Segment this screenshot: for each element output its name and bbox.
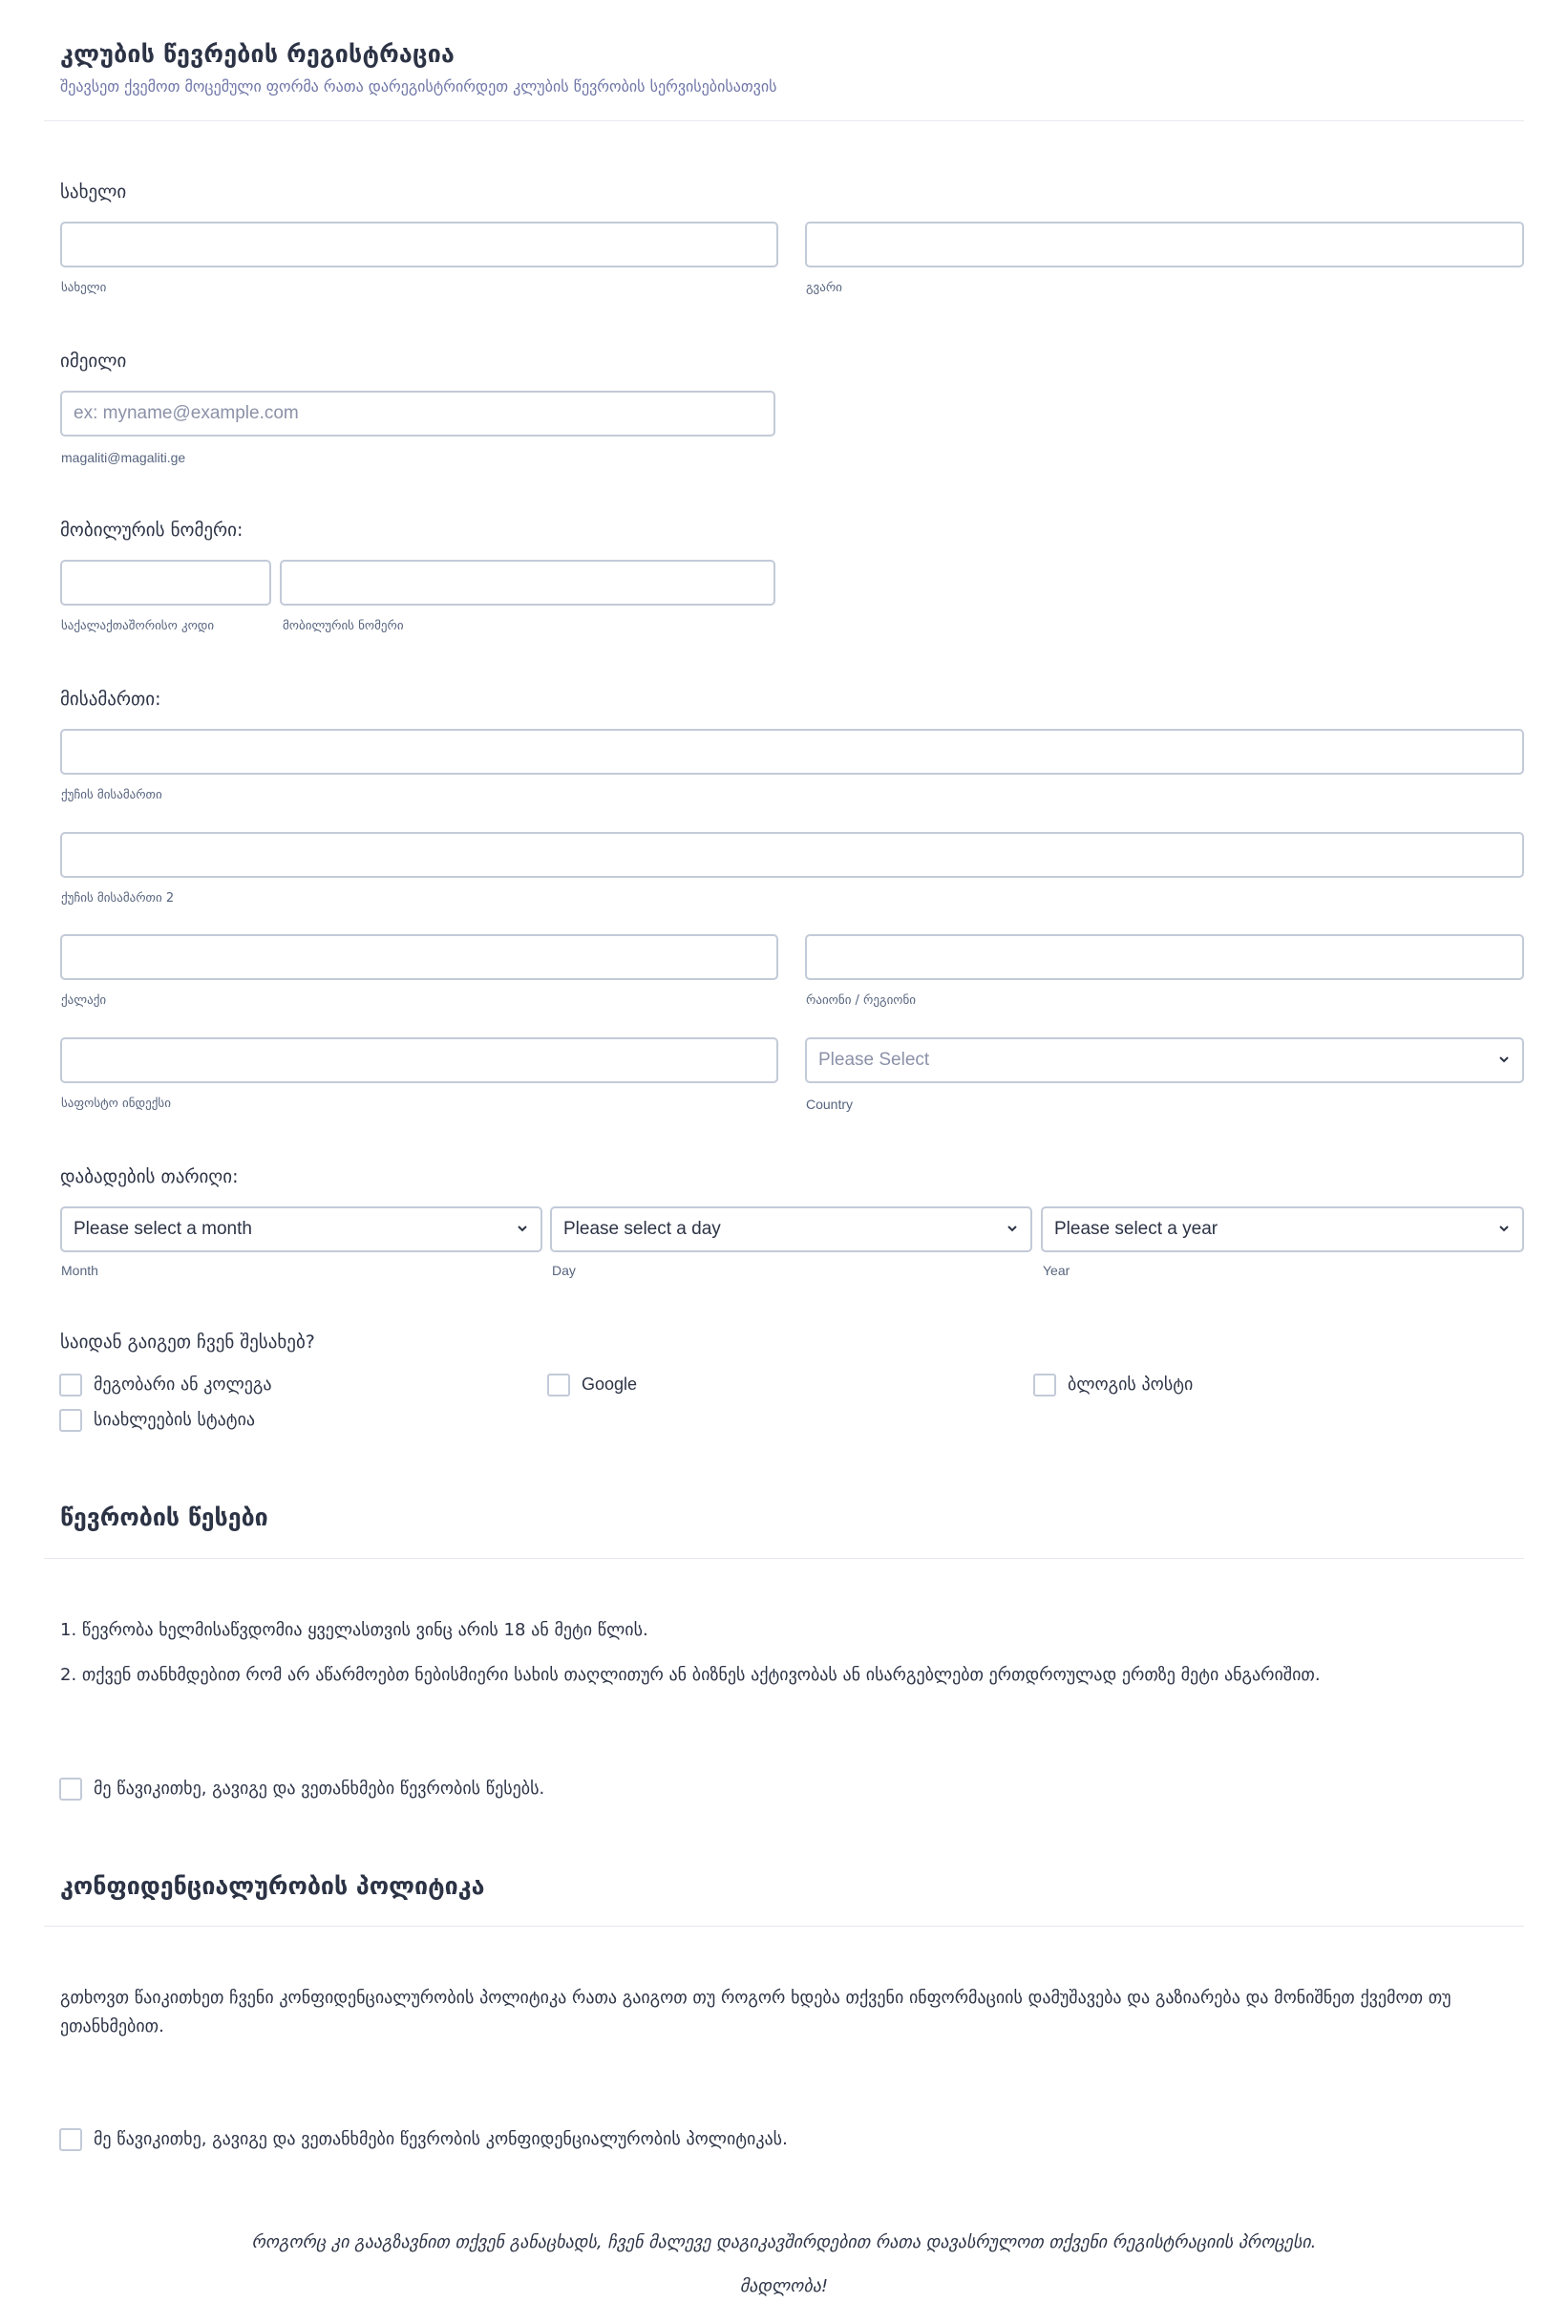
- last-name-input[interactable]: [805, 222, 1524, 267]
- referral-option-friend[interactable]: მეგობარი ან კოლეგა: [94, 1375, 272, 1395]
- area-code-sublabel: საქალაქთაშორისო კოდი: [61, 619, 215, 633]
- chevron-down-icon: [516, 1222, 529, 1235]
- email-input[interactable]: [60, 391, 775, 437]
- month-sublabel: Month: [61, 1263, 98, 1278]
- rules-divider: [44, 1558, 1524, 1559]
- rules-agree-checkbox[interactable]: [59, 1778, 82, 1801]
- form-subtitle: შეავსეთ ქვემოთ მოცემული ფორმა რათა დარეგისტრირდეთ კლუბის წევრობის სერვისებისათვის: [60, 77, 777, 96]
- street-address-input[interactable]: [60, 729, 1524, 775]
- privacy-title: კონფიდენციალურობის პოლიტიკა: [60, 1872, 485, 1900]
- day-select[interactable]: [550, 1206, 1032, 1252]
- rules-title: წევრობის წესები: [60, 1503, 268, 1531]
- privacy-divider: [44, 1926, 1524, 1927]
- city-sublabel: ქალაქი: [61, 993, 107, 1008]
- day-value: Please select a day: [563, 1219, 721, 1239]
- phone-label: მობილურის ნომერი:: [60, 520, 244, 541]
- phone-number-sublabel: მობილურის ნომერი: [283, 619, 404, 633]
- rules-agree-label[interactable]: მე წავიკითხე, გავიგე და ვეთანხმები წევრობის წესებს.: [94, 1779, 545, 1799]
- month-select[interactable]: [60, 1206, 542, 1252]
- street-address-2-sublabel: ქუჩის მისამართი 2: [61, 891, 175, 906]
- chevron-down-icon: [1497, 1222, 1511, 1235]
- email-sublabel: magaliti@magaliti.ge: [61, 450, 186, 465]
- birthdate-label: დაბადების თარიღი:: [60, 1166, 239, 1187]
- rules-line-1: 1. წევრობა ხელმისაწვდომია ყველასთვის ვინც არის 18 ან მეტი წლის.: [60, 1620, 648, 1640]
- referral-checkbox-blog[interactable]: [1033, 1374, 1056, 1397]
- last-name-sublabel: გვარი: [806, 281, 842, 295]
- country-select[interactable]: [805, 1037, 1524, 1083]
- first-name-input[interactable]: [60, 222, 778, 267]
- phone-number-input[interactable]: [280, 560, 775, 606]
- name-label: სახელი: [60, 181, 127, 203]
- postal-code-input[interactable]: [60, 1037, 778, 1083]
- first-name-sublabel: სახელი: [61, 281, 107, 295]
- privacy-text: გთხოვთ წაიკითხეთ ჩვენი კონფიდენციალურობის პოლიტიკა რათა გაიგოთ თუ როგორ ხდება თქვენი ინფორმაციის დამუშავება და გაზიარება და მონიშნეთ ქვემოთ თუ ეთანხმებით.: [60, 1988, 1451, 2036]
- email-label: იმეილი: [60, 351, 127, 372]
- year-value: Please select a year: [1054, 1219, 1218, 1239]
- city-input[interactable]: [60, 934, 778, 980]
- year-select[interactable]: [1041, 1206, 1524, 1252]
- rules-line-2: 2. თქვენ თანხმდებით რომ არ აწარმოებთ ნებისმიერი სახის თაღლითურ ან ბიზნეს აქტივობას ან ისარგებლებთ ერთდროულად ერთზე მეტი ანგარიშით.: [60, 1665, 1321, 1685]
- area-code-input[interactable]: [60, 560, 271, 606]
- chevron-down-icon: [1006, 1222, 1019, 1235]
- address-label: მისამართი:: [60, 689, 161, 710]
- month-value: Please select a month: [74, 1219, 252, 1239]
- referral-option-news[interactable]: სიახლეების სტატია: [94, 1410, 256, 1430]
- privacy-agree-checkbox[interactable]: [59, 2128, 82, 2151]
- form-title: კლუბის წევრების რეგისტრაცია: [60, 40, 456, 68]
- referral-label: საიდან გაიგეთ ჩვენ შესახებ?: [60, 1332, 315, 1353]
- country-placeholder: Please Select: [818, 1050, 930, 1070]
- day-sublabel: Day: [552, 1263, 576, 1278]
- region-input[interactable]: [805, 934, 1524, 980]
- footer-message: როგორც კი გააგზავნით თქვენ განაცხადს, ჩვენ მალევე დაგიკავშირდებით რათა დავასრულოთ თქვენი რეგისტრაციის პროცესი.: [251, 2232, 1317, 2252]
- footer-thanks: მადლობა!: [739, 2276, 829, 2296]
- street-address-2-input[interactable]: [60, 832, 1524, 878]
- referral-checkbox-friend[interactable]: [59, 1374, 82, 1397]
- email-placeholder: ex: myname@example.com: [74, 403, 299, 423]
- country-sublabel: Country: [806, 1097, 854, 1112]
- chevron-down-icon: [1497, 1053, 1511, 1066]
- postal-code-sublabel: საფოსტო ინდექსი: [61, 1097, 171, 1111]
- referral-checkbox-google[interactable]: [547, 1374, 570, 1397]
- street-address-sublabel: ქუჩის მისამართი: [61, 788, 162, 802]
- region-sublabel: რაიონი / რეგიონი: [806, 993, 917, 1008]
- referral-checkbox-news[interactable]: [59, 1409, 82, 1432]
- privacy-agree-label[interactable]: მე წავიკითხე, გავიგე და ვეთანხმები წევრობის კონფიდენციალურობის პოლიტიკას.: [94, 2129, 788, 2149]
- referral-option-google[interactable]: Google: [582, 1375, 638, 1394]
- year-sublabel: Year: [1043, 1263, 1070, 1278]
- form-header: [44, 0, 1524, 121]
- referral-option-blog[interactable]: ბლოგის პოსტი: [1068, 1375, 1194, 1395]
